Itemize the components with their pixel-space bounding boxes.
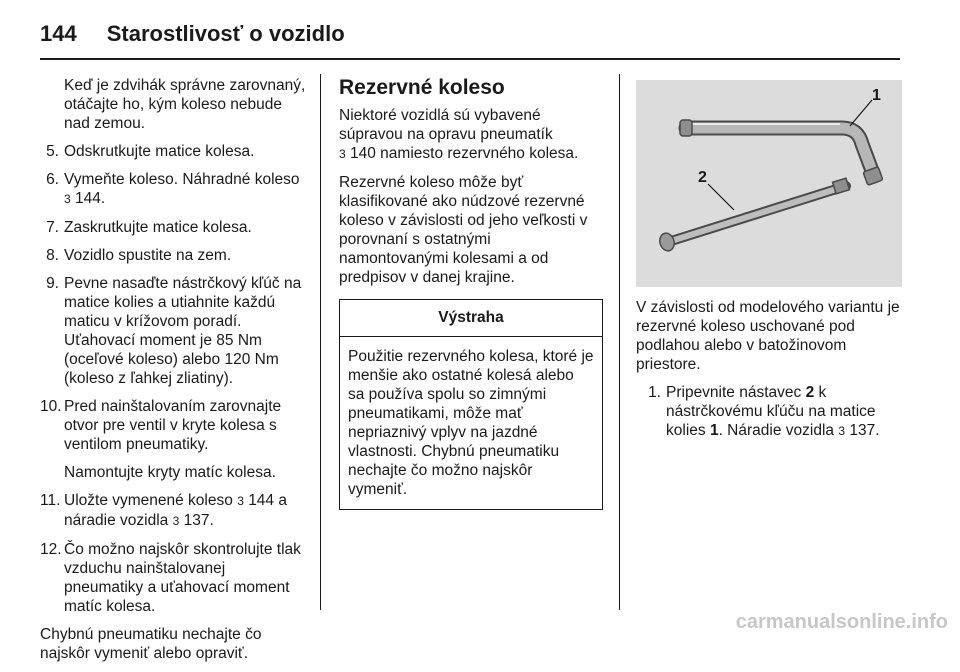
list-item (40, 170, 308, 209)
page-ref-link[interactable]: 144 (248, 492, 275, 509)
page-ref-link[interactable]: 137 (849, 422, 876, 439)
step-number: 8. (46, 247, 59, 264)
step-number: 11. (40, 492, 61, 509)
column-3 (636, 298, 902, 450)
page-ref-arrow-icon: 3 (339, 147, 346, 161)
list-item (40, 397, 308, 482)
list-item (40, 246, 308, 265)
step-number: 12. (40, 541, 62, 558)
step-text: Uložte vymenené koleso 3 144 a náradie vozidla 3 137. (64, 492, 287, 529)
extension-bar-icon (658, 178, 850, 252)
column-2 (339, 76, 604, 510)
steps-list (636, 383, 902, 441)
watermark: carmanualsonline.info (735, 611, 948, 633)
step-text: Odskrutkujte matice kolesa. (64, 143, 255, 160)
page-header (40, 14, 345, 54)
intro-paragraph: Keď je zdvihák správne zarovnaný, otáčajte ho, kým koleso nebude nad zemou. (64, 77, 306, 132)
step-number: 7. (46, 219, 59, 236)
step-text: Pevne nasaďte nástrčkový kľúč na matice kolies a utiahnite každú maticu v krížovom poradí. Uťahovací moment je 85 Nm (oceľové koleso) alebo 120 Nm (koleso z ľahkej zliatiny). (64, 275, 302, 387)
list-item (40, 218, 308, 237)
page-ref-link[interactable]: 137 (183, 512, 210, 529)
step-text: Vozidlo spustite na zem. (64, 247, 232, 264)
list-item (642, 383, 902, 441)
list-item (40, 274, 308, 388)
paragraph: Niektoré vozidlá sú vybavené súpravou na opravu pneumatík 3 140 namiesto rezervného kolesa. (339, 107, 579, 162)
step-subtext: Namontujte kryty matíc kolesa. (64, 464, 276, 481)
section-title: Rezervné koleso (339, 76, 505, 99)
page-ref-arrow-icon: 3 (64, 192, 71, 206)
column-divider-2 (619, 74, 620, 610)
page-title: Starostlivosť o vozidlo (106, 21, 345, 46)
callout-line-1 (850, 100, 872, 126)
column-1 (40, 76, 308, 672)
step-number: 1. (648, 384, 661, 401)
step-text: Pripevnite nástavec 2 k nástrčkovému kľúču na matice kolies 1. Náradie vozidla 3 137. (666, 384, 880, 439)
callout-line-2 (708, 184, 734, 210)
warning-box (339, 299, 603, 510)
page-ref-link[interactable]: 140 (350, 145, 376, 162)
step-number: 6. (46, 171, 59, 188)
tool-illustration (636, 80, 902, 287)
step-text: Pred nainštalovaním zarovnajte otvor pre ventil v kryte kolesa s ventilom pneumatiky. Namontujte kryty matíc kolesa. (64, 397, 308, 482)
list-item (40, 540, 308, 616)
page-ref-arrow-icon: 3 (838, 424, 846, 438)
wrench-and-extension-drawing (636, 80, 902, 287)
step-number: 5. (46, 143, 59, 160)
step-text: Zaskrutkujte matice kolesa. (64, 219, 252, 236)
warning-title: Výstraha (340, 300, 602, 337)
step-text: Vymeňte koleso. Náhradné koleso 3 144. (64, 171, 300, 207)
step-number: 10. (40, 398, 62, 415)
header-rule (40, 58, 900, 60)
paragraph: V závislosti od modelového variantu je rezervné koleso uschované pod podlahou alebo v batožinovom priestore. (636, 299, 900, 373)
page-ref-link[interactable]: 144 (75, 190, 101, 207)
step-number: 9. (46, 275, 59, 292)
page-ref-arrow-icon: 3 (172, 514, 180, 528)
page-ref-arrow-icon: 3 (237, 494, 244, 508)
list-item (40, 142, 308, 161)
column-divider-1 (320, 74, 321, 610)
wheel-wrench-icon (680, 120, 883, 185)
callout-label-1: 1 (872, 87, 881, 104)
steps-list (40, 142, 308, 616)
callout-label-2: 2 (698, 169, 707, 186)
list-item (40, 491, 308, 531)
step-text: Čo možno najskôr skontrolujte tlak vzduchu nainštalovanej pneumatiky a uťahovací moment matíc kolesa. (64, 541, 301, 615)
warning-text: Použitie rezervného kolesa, ktoré je menšie ako ostatné kolesá alebo sa používa spolu so zimnými pneumatikami, môže mať nepriaznivý vplyv na jazdné vlastnosti. Chybnú pneumatiku nechajte čo možno najskôr vymeniť. (348, 348, 594, 498)
page-number: 144 (40, 21, 77, 46)
paragraph: Rezervné koleso môže byť klasifikované ako núdzové rezervné koleso v závislosti od jeho veľkosti v porovnaní s ostatnými namontovanými kolesami a od predpisov v danej krajine. (339, 174, 588, 286)
closing-paragraph: Chybnú pneumatiku nechajte čo najskôr vymeniť alebo opraviť. (40, 626, 262, 662)
